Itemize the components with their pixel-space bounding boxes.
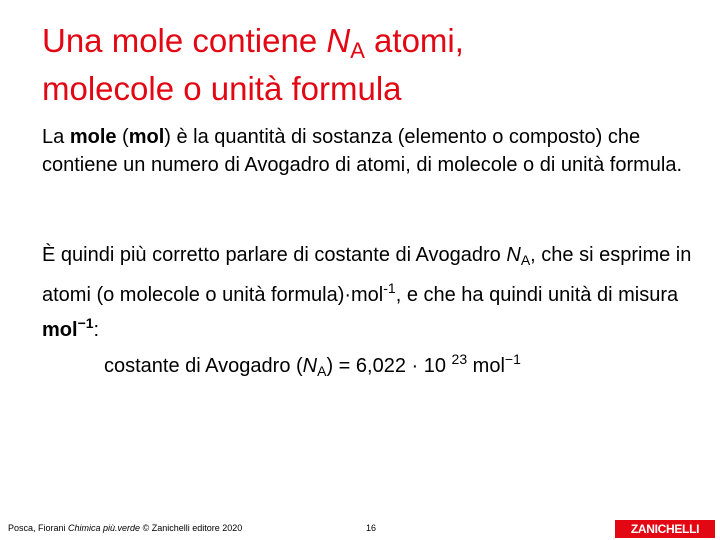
avogadro-paragraph: È quindi più corretto parlare di costante di Avogadro $N_A$, che si esprime in atomi (o molecole o unità formula)·mol$^{-1}$, e che ha quindi unità di misura mol$^{-1}$:	[42, 244, 692, 341]
book-title: Chimica più.verde	[68, 523, 141, 533]
title-line2: molecole o unità formula	[42, 70, 402, 107]
exponent: 23	[451, 351, 468, 367]
symbol-n: N	[506, 244, 521, 266]
title-subscript: A	[350, 38, 365, 63]
unit-mol: mol$^{-1}$	[42, 315, 94, 341]
avogadro-formula: costante di Avogadro $(N_A) = 6,022 \cdot 10$ $^{23}$ mol$^{-1}$	[104, 351, 521, 379]
footer-credits: Posca, Fiorani Chimica più.verde © Zanichelli editore 2020	[8, 523, 243, 533]
title-symbol: N	[326, 22, 351, 59]
page-number: 16	[366, 523, 377, 533]
publisher-logo: ZANICHELLI	[615, 520, 715, 538]
definition-paragraph: La mole (mol) è la quantità di sostanza (elemento o composto) che contiene un numero di Avogadro di atomi, di molecole o di unità formula.	[42, 126, 683, 176]
term-mol: mol	[128, 126, 165, 148]
term-mole: mole	[69, 126, 117, 148]
title-text-end: atomi,	[364, 22, 464, 59]
title-text: Una mole contiene	[42, 22, 327, 59]
slide-title	[42, 22, 682, 108]
